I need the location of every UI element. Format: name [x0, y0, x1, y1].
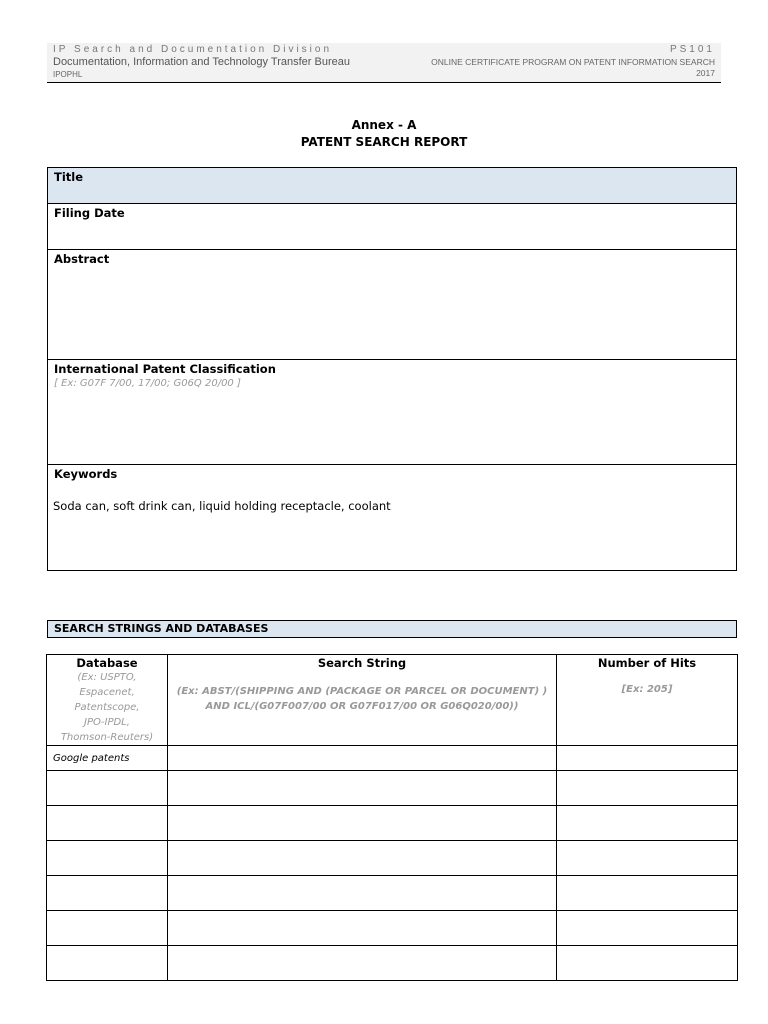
document-title: PATENT SEARCH REPORT	[300, 135, 468, 149]
annex-label: Annex - A	[351, 118, 417, 132]
hits-hint: [Ex: 205]	[621, 684, 673, 695]
hits-column-header	[557, 655, 738, 746]
org-name: IPOPHL	[53, 70, 83, 79]
keywords-field[interactable]	[47, 464, 737, 571]
ipc-field[interactable]	[47, 359, 737, 465]
abstract-label: Abstract	[54, 252, 110, 266]
title-label: Title	[54, 170, 84, 184]
table-row	[47, 746, 738, 771]
database-hint-line: Thomson-Reuters)	[60, 732, 154, 743]
database-column-header	[47, 655, 168, 746]
database-hint	[47, 670, 167, 745]
search-strings-table	[46, 654, 738, 981]
search-string-cell[interactable]	[168, 876, 557, 911]
header-right	[431, 43, 715, 79]
database-hint-line: (Ex: USPTO,	[77, 672, 137, 683]
filing-date-field[interactable]	[47, 203, 737, 250]
hits-cell[interactable]	[557, 946, 738, 981]
table-row	[47, 841, 738, 876]
search-string-column-header	[168, 655, 557, 746]
search-string-example	[168, 684, 556, 714]
database-cell[interactable]	[47, 946, 168, 981]
document-titles	[0, 117, 768, 151]
ipc-hint: [ Ex: G07F 7/00, 17/00; G06Q 20/00 ]	[54, 378, 241, 389]
search-string-example-line: (Ex: ABST/(SHIPPING AND (PACKAGE OR PARCEL OR DOCUMENT) )	[176, 686, 548, 697]
hits-cell[interactable]	[557, 746, 738, 771]
search-string-cell[interactable]	[168, 806, 557, 841]
hits-cell[interactable]	[557, 806, 738, 841]
database-hint-line: Espacenet,	[79, 687, 135, 698]
database-cell[interactable]: Google patents	[47, 746, 168, 771]
search-string-header-label: Search String	[317, 656, 407, 670]
course-code: PS101	[669, 44, 715, 55]
title-field[interactable]	[47, 167, 737, 204]
search-string-example-line: AND ICL/(G07F007/00 OR G07F017/00 OR G06Q020/00))	[205, 701, 519, 712]
table-header-row	[47, 655, 738, 746]
hits-header-label: Number of Hits	[597, 656, 697, 670]
hits-cell[interactable]	[557, 911, 738, 946]
search-string-cell[interactable]	[168, 841, 557, 876]
table-row	[47, 911, 738, 946]
keywords-value: Soda can, soft drink can, liquid holding receptacle, coolant	[53, 499, 391, 513]
abstract-field[interactable]	[47, 249, 737, 360]
table-row	[47, 946, 738, 981]
table-row	[47, 876, 738, 911]
division-name: IP Search and Documentation Division	[53, 44, 333, 55]
ipc-label: International Patent Classification	[54, 362, 276, 376]
program-year: 2017	[696, 68, 715, 78]
database-header-label: Database	[76, 656, 138, 670]
database-cell[interactable]	[47, 771, 168, 806]
database-cell[interactable]	[47, 806, 168, 841]
hits-cell[interactable]	[557, 876, 738, 911]
hits-cell[interactable]	[557, 771, 738, 806]
database-hint-line: JPO-IPDL,	[84, 717, 130, 728]
search-string-cell[interactable]	[168, 771, 557, 806]
program-name: ONLINE CERTIFICATE PROGRAM ON PATENT INFORMATION SEARCH	[431, 57, 715, 67]
table-row	[47, 771, 738, 806]
bureau-name: Documentation, Information and Technology Transfer Bureau	[53, 56, 350, 68]
search-section-heading: SEARCH STRINGS AND DATABASES	[47, 620, 737, 638]
database-cell[interactable]	[47, 841, 168, 876]
table-row	[47, 806, 738, 841]
database-hint-line: Patentscope,	[74, 702, 140, 713]
search-string-cell[interactable]	[168, 946, 557, 981]
database-cell[interactable]	[47, 876, 168, 911]
search-string-cell[interactable]	[168, 746, 557, 771]
filing-date-label: Filing Date	[54, 206, 125, 220]
search-string-cell[interactable]	[168, 911, 557, 946]
header-left	[53, 43, 350, 80]
database-cell[interactable]	[47, 911, 168, 946]
hits-cell[interactable]	[557, 841, 738, 876]
page-header	[47, 43, 721, 83]
keywords-label: Keywords	[54, 467, 118, 481]
